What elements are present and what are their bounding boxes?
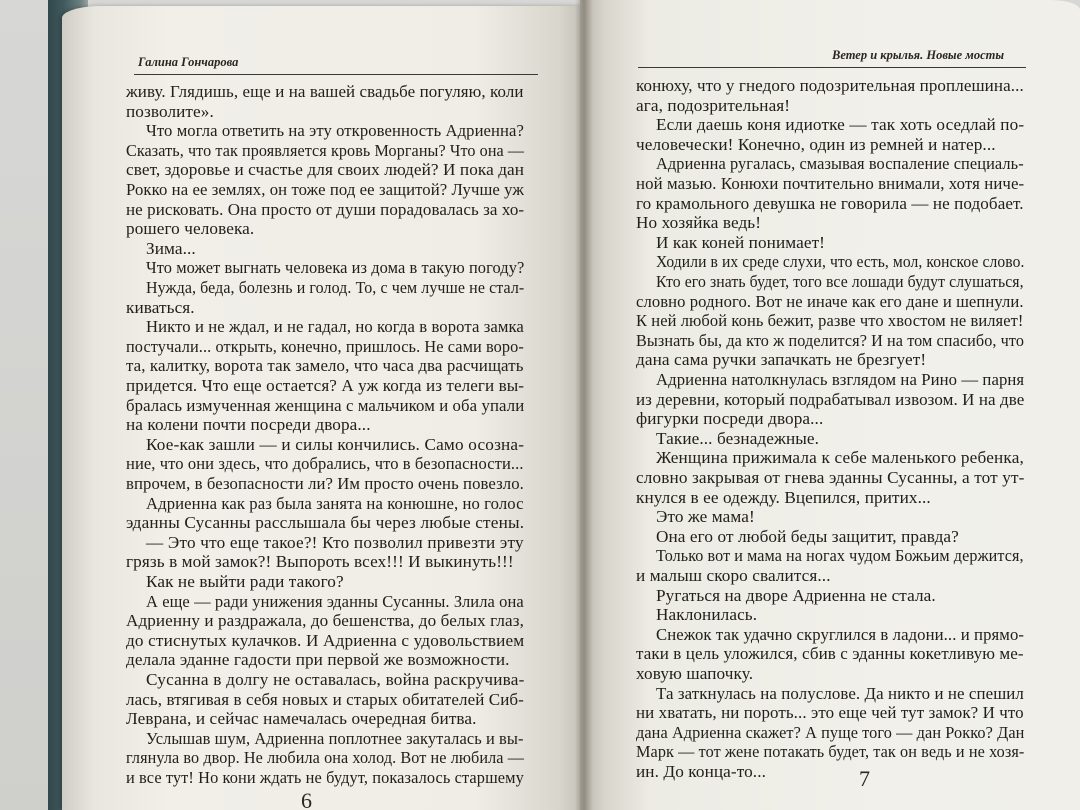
text-line: Та заткнулась на полуслове. Да никто и не спешил [656,683,1024,703]
text-line: Ругаться на дворе Адриенна не стала. [656,585,936,605]
left-page [62,6,590,810]
right-page-number: 7 [859,766,870,791]
text-line: Вызнать бы, да кто ж поделится? И на том спасибо, что [636,330,1025,350]
text-line: Адриенна ругалась, смазывая воспаление специаль- [656,154,1024,174]
text-line: Адриенну и раздражала, до бешенства, до белых глаз, [126,611,524,631]
right-page [580,0,1080,810]
text-line: словно родного. Вот не иначе как его дане и шепнули. [636,291,1024,311]
text-line: Женщина прижимала к себе маленького ребенка, [656,448,1025,468]
text-line: кнулся в ее одежду. Вцепился, притих... [636,487,931,507]
text-line: Только вот и мама на ногах чудом Божьим держится, [656,546,1024,566]
text-line: Адриенна как раз была занята на конюшне, но голос [146,493,524,513]
text-line: на колени почти посреди двора... [126,415,371,435]
text-line: Но хозяйка ведь! [636,213,762,233]
text-line: словно закрывая от гнева эданны Сусанны, а тот ут- [636,468,1025,487]
text-line: киваться. [126,297,195,317]
text-line: Сказать, что так проявляется кровь Морганы? Что она — [126,140,525,160]
text-line: ной мазью. Конюхи почтительно внимали, хотя ниче- [636,174,1025,193]
text-line: Как не выйти ради такого? [146,572,344,591]
text-line: И как коней понимает! [656,232,826,252]
text-line: ин. До конца-то... [636,762,766,781]
text-line: человечески! Конечно, один из ремней и натер... [636,134,996,154]
text-line: рошего человека. [126,219,255,239]
text-line: ага, подозрительная! [636,95,791,115]
text-line: Леврана, и сейчас намечалась очередная битва. [126,709,477,729]
text-line: Снежок так удачно скруглился в ладони... и прямо- [656,624,1025,644]
text-line: Кое-как зашли — и силы кончились. Само осозна- [146,434,525,454]
text-line: го крамольного девушка не говорила — не подобает. [636,193,1024,213]
text-line: Сусанна в долгу не оставалась, война раскручива- [146,670,525,689]
text-line: Никто и не ждал, и не гадал, но когда в ворота замка [146,317,524,337]
text-line: бралась измученная женщина с мальчиком и оба упали [126,395,525,415]
text-line: Адриенна натолкнулась взглядом на Рино — парня [656,370,1025,389]
text-line: делала эданне гадости при первой же возможности. [126,650,510,670]
text-line: Такие... безнадежные. [656,428,820,448]
right-running-header: Ветер и крылья. Новые мосты [832,48,1005,62]
text-line: Если даешь коня идиотке — так хоть оседлай по- [656,115,1025,135]
text-line: придется. Что еще остается? А уж когда из телеги вы- [126,376,525,395]
left-running-header: Галина Гончарова [138,55,239,69]
text-line: Что может выгнать человека из дома в такую погоду? [146,258,525,278]
text-line: Что могла ответить на эту откровенность Адриенна? [146,121,524,141]
text-line: Зима... [146,238,196,258]
text-line: Наклонилась. [656,605,758,625]
text-line: не рисковать. Она просто от души порадовалась за хо- [126,199,525,219]
text-line: глянула во двор. Не любила она холод. Вот не любила — [126,748,524,768]
left-page-number: 6 [301,788,312,810]
text-line: свет, здоровье и счастье для своих людей? И пока дан [126,160,525,180]
text-line: Ходили в их среде слухи, что есть, мол, конское слово. [656,252,1025,272]
text-line: живу. Глядишь, еще и на вашей свадьбе погуляю, коли [126,82,524,101]
text-line: позволите». [126,101,214,121]
text-line: Марк — тот жене потакать будет, так он ведь и не хозя- [636,742,1025,762]
text-line: таки в цель уложился, сбив с эданны кокетливую ме- [636,644,1024,664]
text-line: дана сама ручки запачкать не брезгует! [636,350,927,370]
text-line: Услышав шум, Адриенна поплотнее закуталась и вы- [146,728,524,748]
text-line: Она его от любой беды защитит, правда? [656,526,959,546]
text-line: Нужда, беда, болезнь и голод. То, с чем лучше не стал- [146,278,525,297]
text-line: грязь в мой замок?! Выпороть всех!!! И выкинуть!!! [126,552,514,572]
text-line: из деревни, который подрабатывал извозом. И на две [636,389,1025,409]
text-line: впрочем, в безопасности ли? Им просто очень повезло. [126,474,524,493]
text-line: та, калитку, ворота так замело, что часа два расчищать [126,356,524,376]
text-line: конюху, что у гнедого подозрительная проплешина... [636,76,1024,95]
text-line: дана Адриенна скажет? А пуще того — дан Рокко? Дан [636,722,1025,742]
text-line: и все тут! Но кони ждать не будут, показалось старшему [126,768,524,787]
text-line: Кто его знать будет, того все лошади будут слушаться, [656,272,1024,291]
book-gutter [575,0,593,810]
right-page-text [636,0,1076,810]
text-line: К ней любой конь бежит, разве что хвостом не виляет! [636,311,1024,331]
text-line: — Это что еще такое?! Кто позволил привезти эту [146,532,524,552]
text-line: постучали... открыть, конечно, пришлось. Не сами воро- [126,336,524,356]
text-line: ние, что они здесь, что добрались, что в безопасности... [126,454,524,474]
text-line: ховую шапочку. [636,664,754,683]
text-line: эданны Сусанны расслышала бы через любые стены. [126,513,525,533]
text-line: ни хватать, ни пороть... это еще чей тут замок? И что [636,703,1024,723]
text-line: до стиснутых кулачков. И Адриенна с удовольствием [126,630,525,650]
text-line: А еще — ради унижения эданны Сусанны. Злила она [146,591,524,611]
left-page-text [126,6,586,810]
text-line: фигурки посреди двора... [636,409,824,429]
text-line: лась, втягивая в себя новых и старых обитателей Сиб- [126,689,524,709]
text-line: Это же мама! [656,507,755,527]
text-line: Рокко на ее землях, он тоже под ее защитой? Лучше уж [126,180,525,199]
text-line: и малыш скоро свалится... [636,566,831,585]
